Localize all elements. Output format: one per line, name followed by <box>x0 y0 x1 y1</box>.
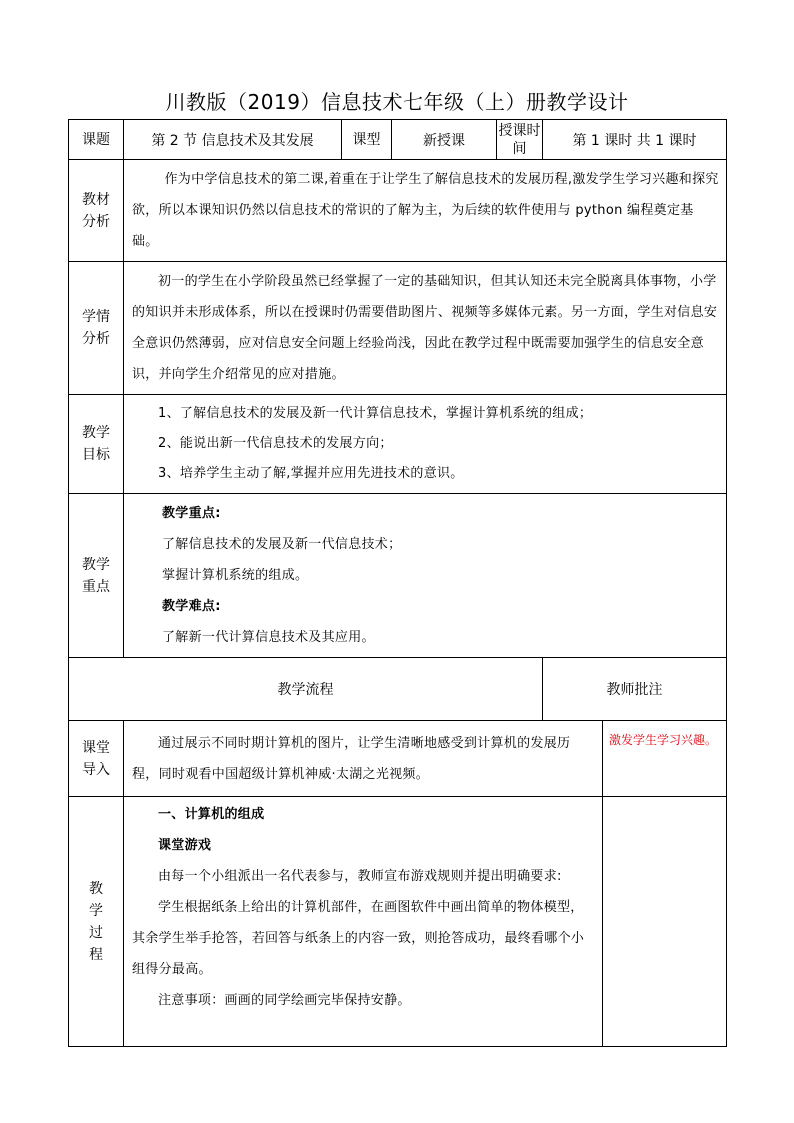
focus-item-2: 掌握计算机系统的组成。 <box>162 568 309 583</box>
type-label: 课型 <box>342 120 392 160</box>
intro-comment <box>603 721 727 797</box>
textbook-label: 教材分析 <box>69 160 124 262</box>
process-label: 教学流程 <box>69 658 543 721</box>
focus-title: 教学重点: <box>162 506 221 521</box>
goal-item-2: 2、能说出新一代信息技术的发展方向； <box>158 436 393 451</box>
intro-label: 课堂导入 <box>69 721 124 797</box>
process-label-char-1: 教 <box>89 880 103 897</box>
type-value: 新授课 <box>392 120 497 160</box>
difficulty-item-1: 了解新一代计算信息技术及其应用。 <box>162 630 375 645</box>
intro-comment-text: 激发学生学习兴趣。 <box>609 733 718 747</box>
time-label: 授课时间 <box>497 120 543 160</box>
students-row <box>69 262 727 395</box>
keypoints-label: 教学重点 <box>69 494 124 658</box>
process-paragraph-1: 由每一个小组派出一名代表参与，教师宣布游戏规则并提出明确要求: <box>158 869 562 884</box>
flow-header-row <box>69 658 727 721</box>
goals-cell <box>124 395 727 494</box>
textbook-row <box>69 160 727 262</box>
goals-label: 教学目标 <box>69 395 124 494</box>
lesson-plan-table <box>68 119 727 1047</box>
intro-row <box>69 721 727 797</box>
process-row <box>69 797 727 1047</box>
difficulty-title: 教学难点: <box>162 599 221 614</box>
keypoints-cell <box>124 494 727 658</box>
lesson-value: 第 2 节 信息技术及其发展 <box>124 120 342 160</box>
textbook-text: 作为中学信息技术的第二课,着重在于让学生了解信息技术的发展历程,激发学生学习兴趣和探究欲，所以本课知识仍然以信息技术的常识的了解为主，为后续的软件使用与 python 编程奠定基础。 <box>132 172 719 249</box>
process-label-char-2: 学 <box>89 902 103 919</box>
process-label-char-3: 过 <box>89 924 103 941</box>
section-title: 一、计算机的组成 <box>158 807 265 822</box>
intro-text: 通过展示不同时期计算机的图片，让学生清晰地感受到计算机的发展历程，同时观看中国超级计算机神威·太湖之光视频。 <box>132 735 571 782</box>
time-value: 第 1 课时 共 1 课时 <box>543 120 727 160</box>
process-paragraph-3: 注意事项：画画的同学绘画完毕保持安静。 <box>158 993 411 1008</box>
students-text: 初一的学生在小学阶段虽然已经掌握了一定的基础知识，但其认知还未完全脱离具体事物，小学的知识并未形成体系，所以在授课时仍需要借助图片、视频等多媒体元素。另一方面，学生对信息安全意识仍然薄弱，应对信息安全问题上经验尚浅，因此在教学过程中既需要加强学生的信息安全意识，并向学生介绍常见的应对措施。 <box>132 274 718 382</box>
process-cell <box>124 797 603 1047</box>
students-cell <box>124 262 727 395</box>
focus-item-1: 了解信息技术的发展及新一代信息技术； <box>162 537 402 552</box>
game-title: 课堂游戏 <box>158 838 212 853</box>
goal-item-3: 3、培养学生主动了解,掌握并应用先进技术的意识。 <box>158 466 464 481</box>
header-row <box>69 120 727 160</box>
process-paragraph-2: 学生根据纸条上给出的计算机部件，在画图软件中画出简单的物体模型，其余学生举手抢答，若回答与纸条上的内容一致，则抢答成功，最终看哪个小组得分最高。 <box>132 900 585 977</box>
textbook-cell <box>124 160 727 262</box>
students-label: 学情分析 <box>69 262 124 395</box>
goals-row <box>69 395 727 494</box>
process-label-cell <box>69 797 124 1047</box>
goal-item-1: 1、了解信息技术的发展及新一代计算信息技术，掌握计算机系统的组成； <box>158 406 593 421</box>
process-comment <box>603 797 727 1047</box>
comment-label: 教师批注 <box>543 658 727 721</box>
keypoints-row <box>69 494 727 658</box>
intro-cell <box>124 721 603 797</box>
process-label-char-4: 程 <box>89 946 103 963</box>
lesson-label: 课题 <box>69 120 124 160</box>
document-title: 川教版（2019）信息技术七年级（上）册教学设计 <box>165 90 629 114</box>
